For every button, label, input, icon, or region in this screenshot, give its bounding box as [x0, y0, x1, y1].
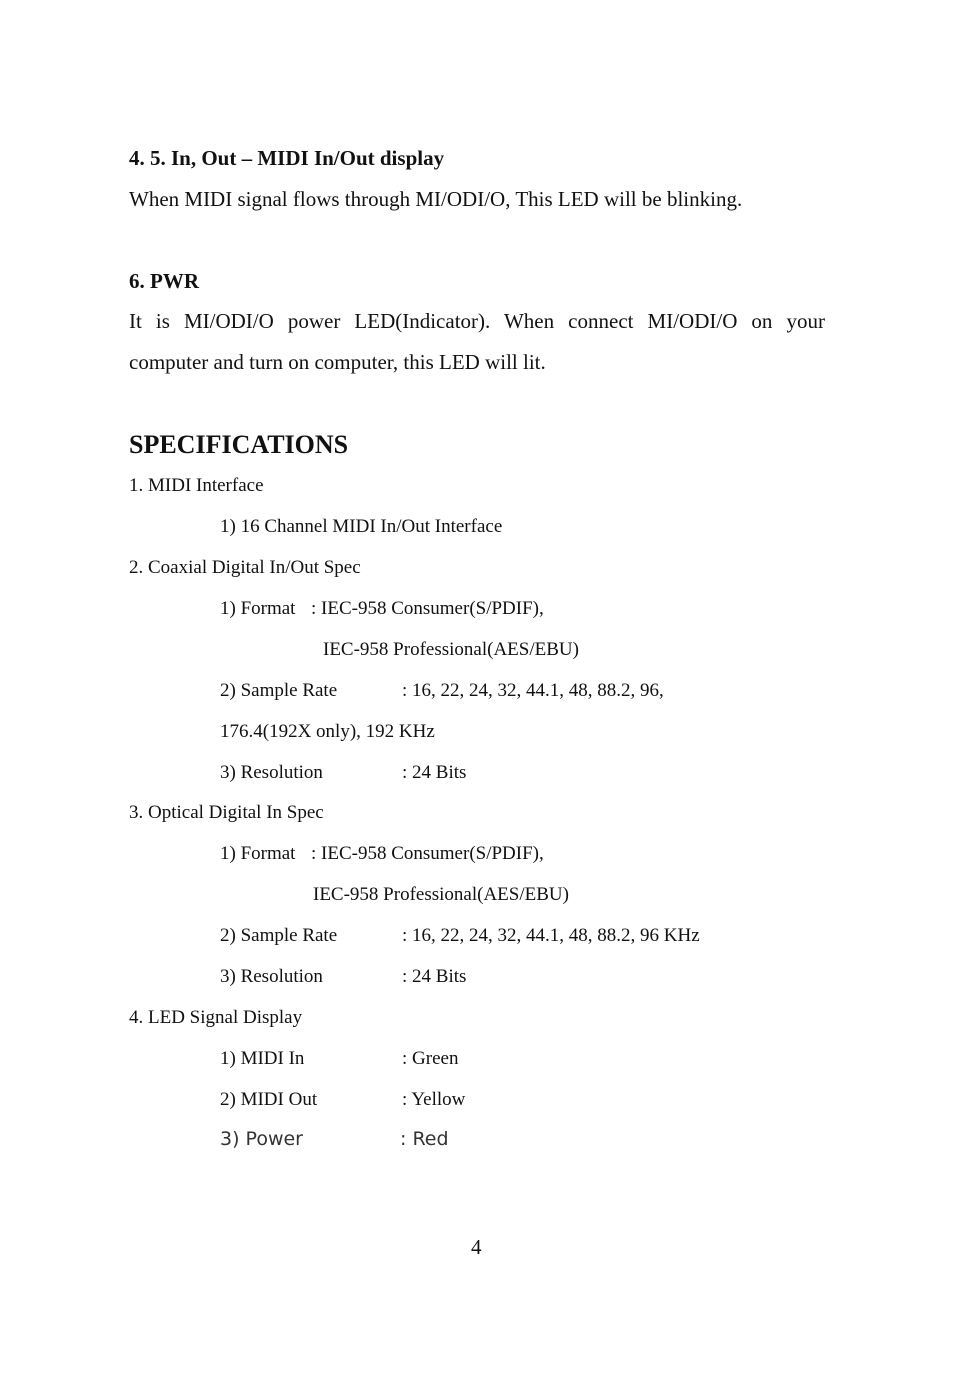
page-number: 4: [471, 1235, 482, 1259]
spec-label-optical-format: 1) Format: [220, 843, 296, 864]
spec-value-coaxial-sample-rate-cont: 176.4(192X only), 192 KHz: [220, 721, 435, 742]
spec-value-coaxial-sample-rate: : 16, 22, 24, 32, 44.1, 48, 88.2, 96,: [402, 680, 664, 701]
spec-label-led-midi-in: 1) MIDI In: [220, 1048, 305, 1069]
spec-heading-optical: 3. Optical Digital In Spec: [129, 802, 324, 823]
spec-label-coaxial-sample-rate: 2) Sample Rate: [220, 680, 338, 701]
spec-label-led-midi-out: 2) MIDI Out: [220, 1089, 318, 1110]
spec-heading-coaxial: 2. Coaxial Digital In/Out Spec: [129, 557, 361, 578]
section-heading-midi-display: 4. 5. In, Out – MIDI In/Out display: [129, 146, 445, 170]
spec-value-led-power: : Red: [400, 1128, 449, 1150]
spec-value-led-midi-in: : Green: [402, 1048, 459, 1069]
specifications-title: SPECIFICATIONS: [129, 430, 349, 459]
spec-value-optical-resolution: : 24 Bits: [402, 966, 467, 987]
spec-value-coaxial-resolution: : 24 Bits: [402, 762, 467, 783]
spec-value-coaxial-format-1: : IEC-958 Consumer(S/PDIF),: [311, 598, 544, 619]
spec-heading-midi-interface: 1. MIDI Interface: [129, 475, 264, 496]
spec-value-optical-format-1: : IEC-958 Consumer(S/PDIF),: [311, 843, 544, 864]
spec-value-coaxial-format-2: IEC-958 Professional(AES/EBU): [323, 639, 579, 660]
spec-label-coaxial-format: 1) Format: [220, 598, 296, 619]
spec-label-coaxial-resolution: 3) Resolution: [220, 762, 323, 783]
spec-label-optical-sample-rate: 2) Sample Rate: [220, 925, 338, 946]
spec-item-midi-channels: 1) 16 Channel MIDI In/Out Interface: [220, 516, 503, 537]
spec-value-led-midi-out: : Yellow: [402, 1089, 466, 1110]
section-text-pwr-line2: computer and turn on computer, this LED will lit.: [129, 350, 546, 374]
spec-heading-led: 4. LED Signal Display: [129, 1007, 303, 1028]
spec-value-optical-format-2: IEC-958 Professional(AES/EBU): [313, 884, 569, 905]
spec-value-optical-sample-rate: : 16, 22, 24, 32, 44.1, 48, 88.2, 96 KHz: [402, 925, 700, 946]
section-text-pwr-line1: It is MI/ODI/O power LED(Indicator). When connect MI/ODI/O on your: [129, 309, 825, 333]
spec-label-led-power: 3) Power: [220, 1128, 303, 1150]
section-text-midi-display: When MIDI signal flows through MI/ODI/O, This LED will be blinking.: [129, 187, 743, 211]
section-heading-pwr: 6. PWR: [129, 269, 199, 293]
spec-label-optical-resolution: 3) Resolution: [220, 966, 323, 987]
